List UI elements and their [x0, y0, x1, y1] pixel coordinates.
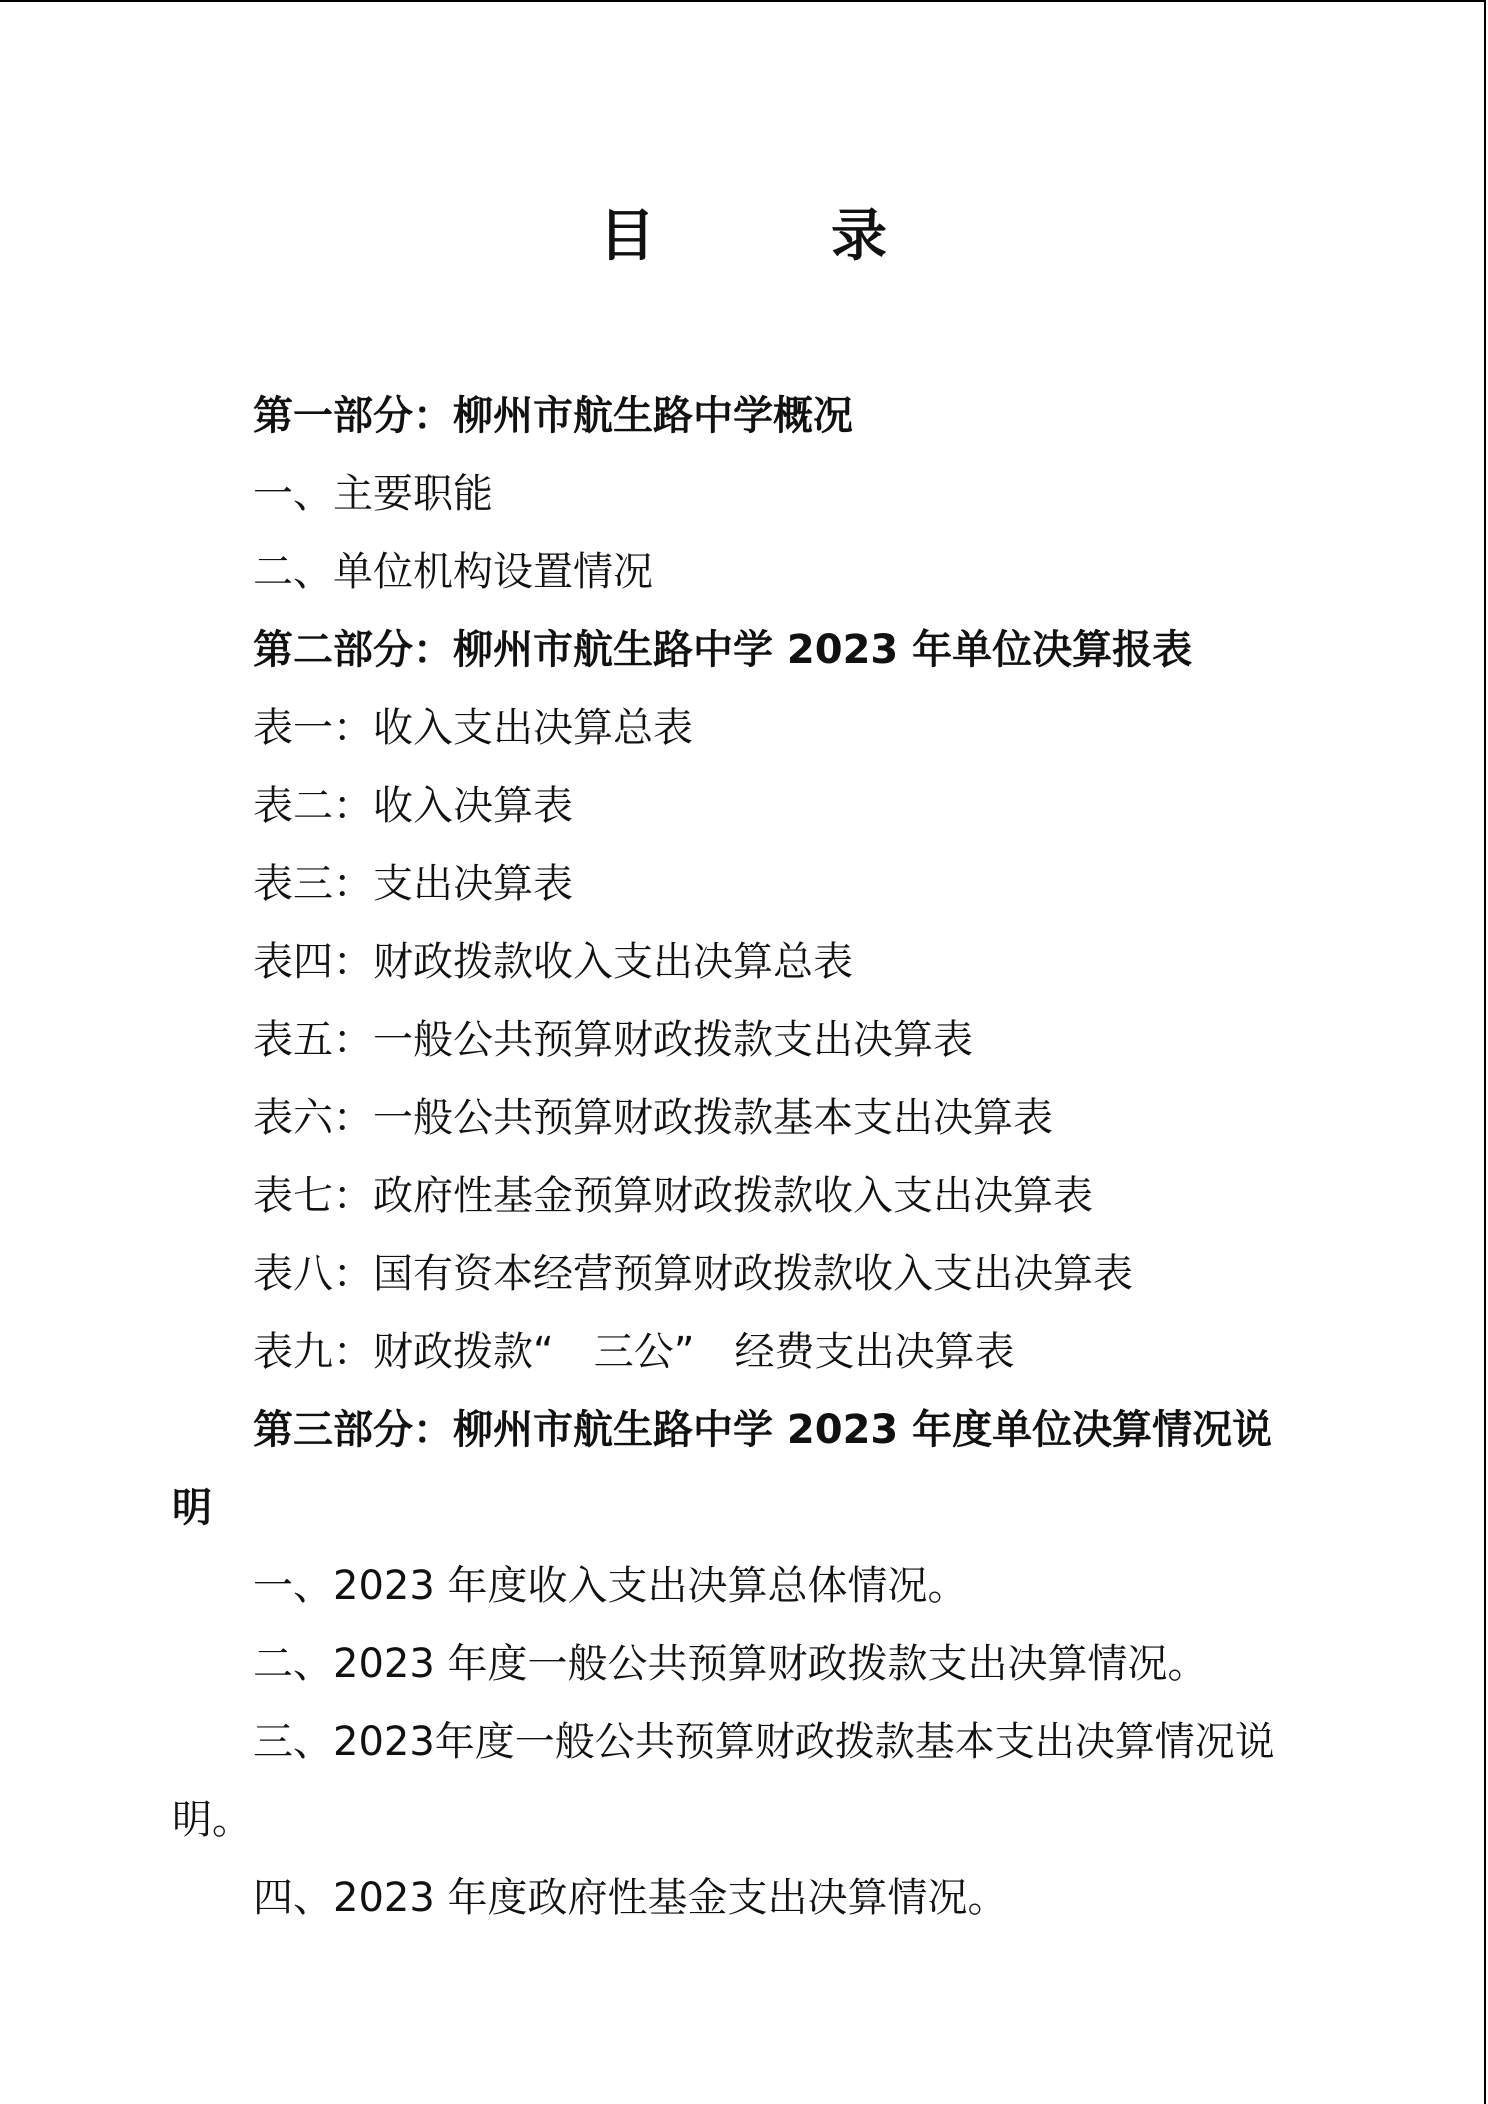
table-4-entry: 表四：财政拨款收入支出决算总表 — [253, 939, 853, 985]
table-3-entry: 表三：支出决算表 — [253, 861, 573, 907]
part1-item-2: 二、单位机构设置情况 — [253, 549, 653, 595]
part3-item-3-continued: 明。 — [172, 1797, 252, 1843]
part1-item-1: 一、主要职能 — [253, 471, 493, 517]
part1-heading: 第一部分：柳州市航生路中学概况 — [253, 393, 853, 439]
page-title: 目 录 — [599, 204, 947, 269]
part3-heading: 第三部分：柳州市航生路中学 2023 年度单位决算情况说 — [253, 1407, 1273, 1453]
part3-item-1: 一、2023 年度收入支出决算总体情况。 — [253, 1563, 968, 1609]
table-2-entry: 表二：收入决算表 — [253, 783, 573, 829]
table-9-entry: 表九：财政拨款“ 三公” 经费支出决算表 — [253, 1329, 1015, 1375]
part3-heading-continued: 明 — [172, 1485, 212, 1531]
part3-item-3: 三、2023年度一般公共预算财政拨款基本支出决算情况说 — [253, 1719, 1275, 1765]
table-5-entry: 表五：一般公共预算财政拨款支出决算表 — [253, 1017, 973, 1063]
part3-item-4: 四、2023 年度政府性基金支出决算情况。 — [253, 1875, 1008, 1921]
table-1-entry: 表一：收入支出决算总表 — [253, 705, 693, 751]
table-6-entry: 表六：一般公共预算财政拨款基本支出决算表 — [253, 1095, 1053, 1141]
table-7-entry: 表七：政府性基金预算财政拨款收入支出决算表 — [253, 1173, 1093, 1219]
part2-heading: 第二部分：柳州市航生路中学 2023 年单位决算报表 — [253, 627, 1193, 673]
table-8-entry: 表八：国有资本经营预算财政拨款收入支出决算表 — [253, 1251, 1133, 1297]
part3-item-2: 二、2023 年度一般公共预算财政拨款支出决算情况。 — [253, 1641, 1208, 1687]
